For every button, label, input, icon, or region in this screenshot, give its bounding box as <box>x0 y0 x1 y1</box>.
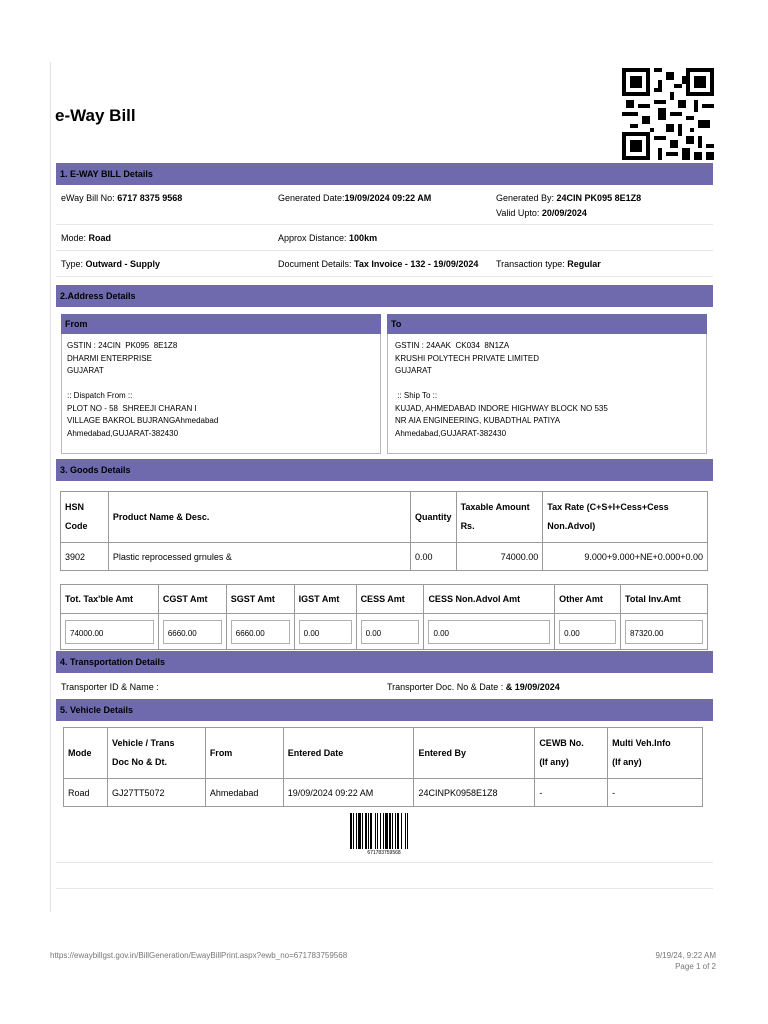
goods-table <box>60 491 708 571</box>
page-title: e-Way Bill <box>55 106 136 125</box>
cgst-cell <box>158 614 226 650</box>
total-taxable-header: Tot. Tax'ble Amt <box>61 585 159 614</box>
footer-page: Page 1 of 2 <box>675 962 716 971</box>
cess-cell <box>356 614 424 650</box>
divider <box>56 276 713 277</box>
cess-non-advol-cell <box>424 614 555 650</box>
divider <box>56 862 713 863</box>
totals-header-row <box>61 585 708 614</box>
quantity-header: Quantity <box>411 492 457 543</box>
transporter-doc: Transporter Doc. No & Date : & 19/09/2024 <box>387 682 560 692</box>
total-inv-header: Total Inv.Amt <box>621 585 708 614</box>
cess-non-advol-value: 0.00 <box>428 620 550 644</box>
vehicle-header-row <box>64 728 703 779</box>
table-row <box>61 543 708 571</box>
from-label: From <box>61 314 381 334</box>
section-goods-details-header: 3. Goods Details <box>56 459 713 481</box>
other-amt-value: 0.00 <box>559 620 616 644</box>
multi-veh-header: Multi Veh.Info (If any) <box>608 728 703 779</box>
generated-by: Generated By: 24CIN PK095 8E1Z8 <box>496 193 642 203</box>
goods-header-row <box>61 492 708 543</box>
qr-code <box>622 68 714 160</box>
divider <box>56 888 713 889</box>
from-address-text: GSTIN : 24CIN PK095 8E1Z8 DHARMI ENTERPRISE GUJARAT :: Dispatch From :: PLOT NO - 58 SHREEJI CHARAN I VILLAGE BAKROL BUJRANGAhmedabad Ahmedabad,GUJARAT-382430 <box>67 341 219 438</box>
total-inv-value: 87320.00 <box>625 620 703 644</box>
tax-rate-cell: 9.000+9.000+NE+0.000+0.00 <box>543 543 708 571</box>
cgst-value: 6660.00 <box>163 620 222 644</box>
cgst-header: CGST Amt <box>158 585 226 614</box>
from-header: From <box>205 728 283 779</box>
section-transportation-details-header: 4. Transportation Details <box>56 651 713 673</box>
total-taxable-cell <box>61 614 159 650</box>
table-row <box>61 614 708 650</box>
taxable-cell: 74000.00 <box>456 543 543 571</box>
cewb-cell: - <box>535 779 608 807</box>
from-cell: Ahmedabad <box>205 779 283 807</box>
document-details: Document Details: Tax Invoice - 132 - 19/09/2024 <box>278 259 479 269</box>
entered-by-header: Entered By <box>414 728 535 779</box>
vehicle-table <box>63 727 703 807</box>
footer-url: https://ewaybillgst.gov.in/BillGeneration/EwayBillPrint.aspx?ewb_no=671783759568 <box>50 951 348 960</box>
cess-value: 0.00 <box>361 620 420 644</box>
quantity-cell: 0.00 <box>411 543 457 571</box>
mode: Mode: Road <box>61 233 112 243</box>
igst-value: 0.00 <box>299 620 352 644</box>
entered-date-cell: 19/09/2024 09:22 AM <box>283 779 414 807</box>
entered-by-cell: 24CINPK0958E1Z8 <box>414 779 535 807</box>
multi-veh-cell: - <box>608 779 703 807</box>
entered-date-header: Entered Date <box>283 728 414 779</box>
mode-cell: Road <box>64 779 108 807</box>
transaction-type: Transaction type: Regular <box>496 259 601 269</box>
vehicle-doc-cell: GJ27TT5072 <box>107 779 205 807</box>
sgst-value: 6660.00 <box>231 620 290 644</box>
totals-table <box>60 584 708 650</box>
left-margin-line <box>50 62 51 912</box>
hsn-cell: 3902 <box>61 543 109 571</box>
igst-cell <box>294 614 356 650</box>
hsn-header: HSN Code <box>61 492 109 543</box>
divider <box>56 224 713 225</box>
approx-distance: Approx Distance: 100km <box>278 233 378 243</box>
barcode <box>350 813 418 849</box>
section-address-details-header: 2.Address Details <box>56 285 713 307</box>
section-eway-bill-details-header: 1. E-WAY BILL Details <box>56 163 713 185</box>
sgst-cell <box>226 614 294 650</box>
other-amt-cell <box>555 614 621 650</box>
other-amt-header: Other Amt <box>555 585 621 614</box>
vehicle-doc-header: Vehicle / Trans Doc No & Dt. <box>107 728 205 779</box>
generated-date: Generated Date:19/09/2024 09:22 AM <box>278 193 432 203</box>
to-label: To <box>387 314 707 334</box>
to-address-text: GSTIN : 24AAK CK034 8N1ZA KRUSHI POLYTECH PRIVATE LIMITED GUJARAT :: Ship To :: KUJAD, AHMEDABAD INDORE HIGHWAY BLOCK NO 535 NR AIA ENGINEERING, KUBADTHAL PATIYA Ahmedabad,GUJARAT-382430 <box>395 341 608 438</box>
supply-type: Type: Outward - Supply <box>61 259 161 269</box>
divider <box>56 250 713 251</box>
igst-header: IGST Amt <box>294 585 356 614</box>
total-inv-cell <box>621 614 708 650</box>
taxable-amount-header: Taxable Amount Rs. <box>456 492 543 543</box>
transporter-id-name: Transporter ID & Name : <box>61 682 159 692</box>
cess-header: CESS Amt <box>356 585 424 614</box>
barcode-number: 671783759568 <box>367 850 401 856</box>
cewb-header: CEWB No. (If any) <box>535 728 608 779</box>
sgst-header: SGST Amt <box>226 585 294 614</box>
tax-rate-header: Tax Rate (C+S+I+Cess+Cess Non.Advol) <box>543 492 708 543</box>
footer-datetime: 9/19/24, 9:22 AM <box>655 951 716 960</box>
valid-upto: Valid Upto: 20/09/2024 <box>496 208 587 218</box>
total-taxable-value: 74000.00 <box>65 620 154 644</box>
mode-header: Mode <box>64 728 108 779</box>
product-cell: Plastic reprocessed grnules & <box>108 543 410 571</box>
product-header: Product Name & Desc. <box>108 492 410 543</box>
eway-bill-no: eWay Bill No: 6717 8375 9568 <box>61 193 183 203</box>
table-row <box>64 779 703 807</box>
cess-non-advol-header: CESS Non.Advol Amt <box>424 585 555 614</box>
section-vehicle-details-header: 5. Vehicle Details <box>56 699 713 721</box>
